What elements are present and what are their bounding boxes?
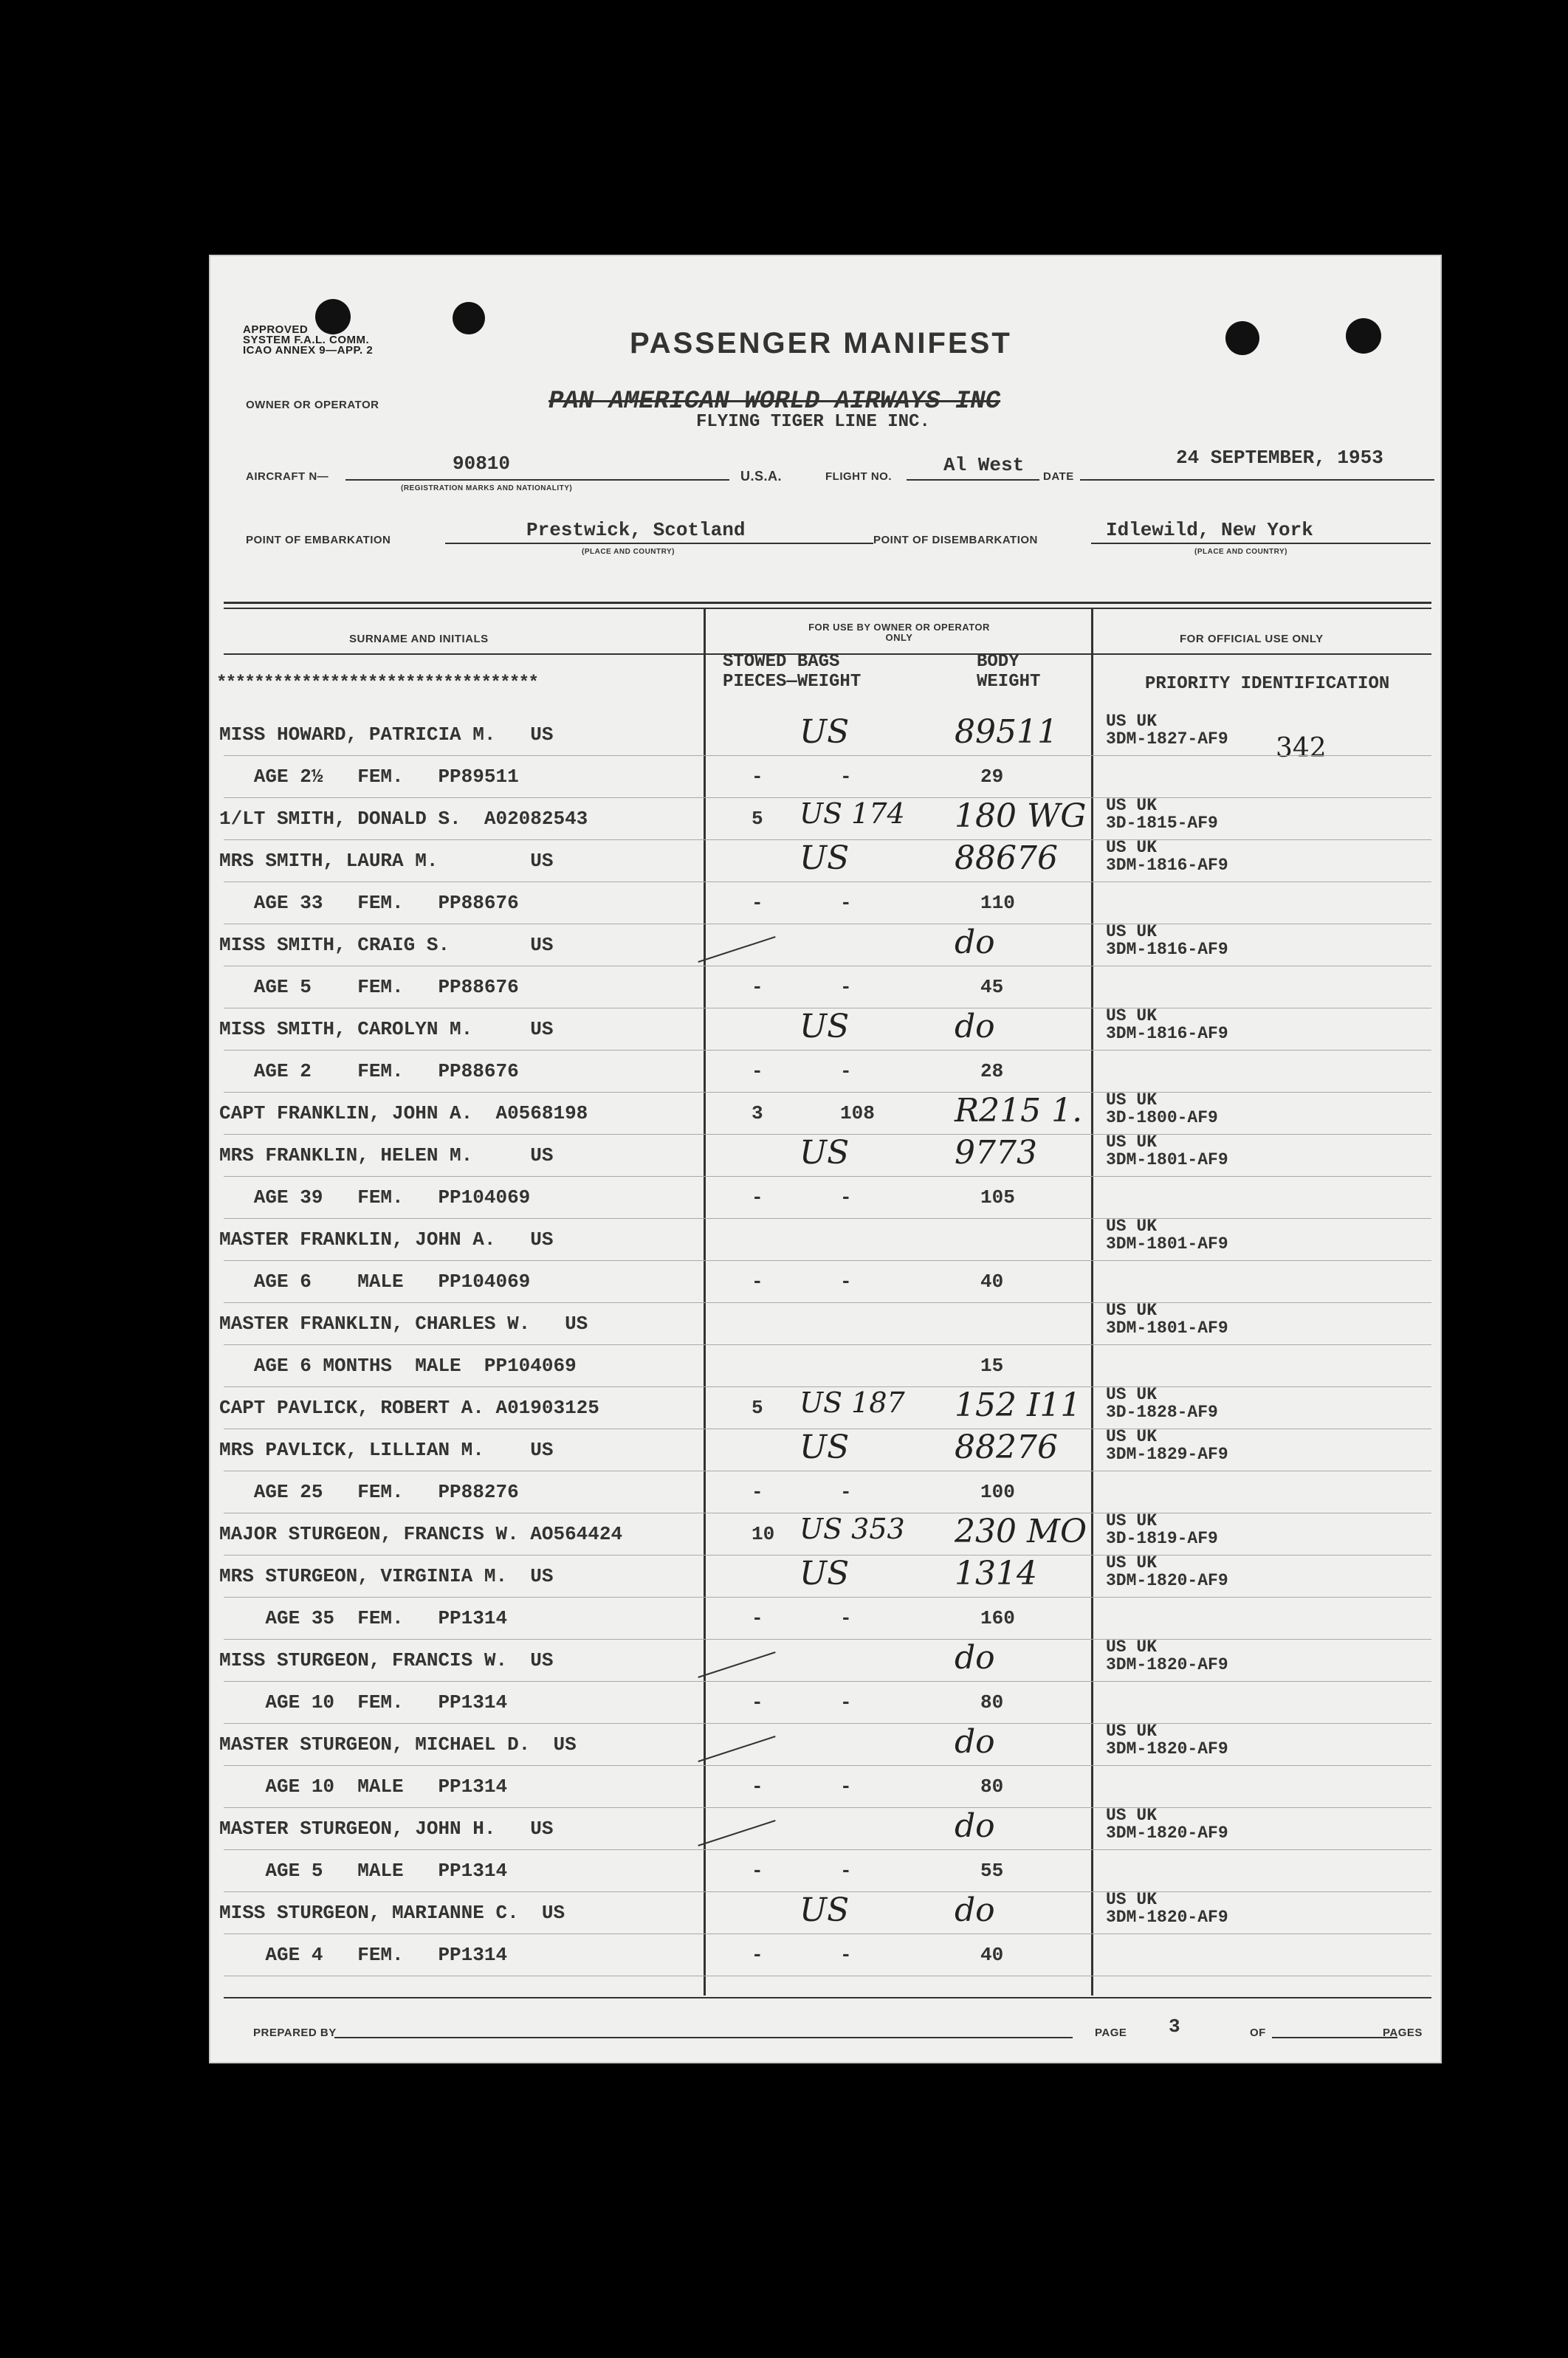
- passenger-name: AGE 39 FEM. PP104069: [219, 1186, 531, 1209]
- row-rule: [224, 1681, 1431, 1682]
- body-weight: do: [955, 1891, 995, 1929]
- document-title: PASSENGER MANIFEST: [630, 327, 1012, 360]
- manifest-row: [209, 1053, 1442, 1095]
- bag-weight: -: [840, 766, 852, 788]
- column-surname: SURNAME AND INITIALS: [349, 633, 489, 645]
- body-weight: do: [955, 1807, 995, 1845]
- bag-pieces: -: [752, 976, 763, 998]
- passenger-name: AGE 6 MALE PP104069: [219, 1271, 531, 1293]
- official-priority-id: 3D-1815-AF9: [1106, 814, 1218, 833]
- body-weight: 9773: [955, 1134, 1037, 1172]
- handwritten-check-mark: [698, 1820, 775, 1846]
- registration-note: (REGISTRATION MARKS AND NATIONALITY): [401, 484, 573, 492]
- passenger-name: AGE 5 FEM. PP88676: [219, 976, 519, 998]
- column-body: BODY: [977, 652, 1019, 672]
- date-underline: [1080, 479, 1434, 481]
- official-priority-id: 3D-1828-AF9: [1106, 1403, 1218, 1422]
- disembarkation-place-note: (PLACE AND COUNTRY): [1194, 548, 1287, 556]
- embarkation-value: Prestwick, Scotland: [526, 519, 746, 541]
- punch-hole-right-2: [1346, 318, 1381, 354]
- bag-pieces: US: [800, 713, 850, 751]
- passenger-name: AGE 2 FEM. PP88676: [219, 1060, 519, 1082]
- manifest-row: [209, 1722, 1442, 1768]
- body-weight: 152 I11: [955, 1386, 1082, 1424]
- official-country: US UK: [1106, 1890, 1158, 1909]
- body-weight: do: [955, 1008, 995, 1045]
- body-weight: 105: [980, 1186, 1015, 1209]
- row-rule: [224, 1849, 1431, 1850]
- passenger-name: MISS STURGEON, FRANCIS W. US: [219, 1649, 554, 1671]
- approval-note: [243, 325, 373, 356]
- passenger-name: MISS SMITH, CAROLYN M. US: [219, 1018, 554, 1040]
- flight-number: Al West: [943, 454, 1025, 476]
- passenger-name: AGE 10 MALE PP1314: [219, 1776, 508, 1798]
- bag-pieces: -: [752, 766, 763, 788]
- official-priority-id: 3DM-1801-AF9: [1106, 1150, 1228, 1169]
- row-rule: [224, 1050, 1431, 1051]
- column-stowed-bags: STOWED BAGS: [723, 652, 840, 672]
- official-country: US UK: [1106, 1806, 1158, 1825]
- official-country: US UK: [1106, 1090, 1158, 1110]
- manifest-row: [209, 922, 1442, 969]
- official-country: US UK: [1106, 1217, 1158, 1236]
- official-country: US UK: [1106, 1553, 1158, 1572]
- passenger-name: AGE 35 FEM. PP1314: [219, 1607, 508, 1629]
- manifest-row: [209, 1637, 1442, 1684]
- struck-operator: PAN AMERICAN WORLD AIRWAYS INC: [549, 388, 1001, 416]
- official-priority-id: 3DM-1820-AF9: [1106, 1571, 1228, 1590]
- official-country: US UK: [1106, 1006, 1158, 1025]
- bag-pieces: US: [800, 839, 850, 877]
- approval-line: SYSTEM F.A.L. COMM.: [243, 334, 370, 346]
- disembarkation-underline: [1091, 543, 1431, 544]
- handwritten-page-number: 342: [1276, 733, 1327, 763]
- manifest-sheet: [209, 255, 1442, 2063]
- passenger-name: AGE 10 FEM. PP1314: [219, 1691, 508, 1713]
- passenger-name: MRS PAVLICK, LILLIAN M. US: [219, 1439, 554, 1461]
- body-weight: 29: [980, 766, 1004, 788]
- manifest-row: [209, 1684, 1442, 1726]
- manifest-row: [209, 1427, 1442, 1474]
- bag-pieces: 3: [752, 1102, 763, 1124]
- passenger-name: MASTER FRANKLIN, JOHN A. US: [219, 1228, 554, 1251]
- bag-pieces: US: [800, 1429, 850, 1466]
- official-priority-id: 3DM-1816-AF9: [1106, 940, 1228, 959]
- body-weight: 230 MO: [955, 1513, 1087, 1550]
- official-priority-id: 3DM-1820-AF9: [1106, 1824, 1228, 1843]
- column-owner-use: FOR USE BY OWNER OR OPERATOR ONLY: [808, 622, 990, 643]
- manifest-row: [209, 1385, 1442, 1431]
- manifest-row: [209, 1600, 1442, 1642]
- body-weight: 40: [980, 1271, 1004, 1293]
- row-rule: [224, 1765, 1431, 1766]
- manifest-row: [209, 1768, 1442, 1810]
- bag-weight: -: [840, 892, 852, 914]
- official-priority-id: 3D-1800-AF9: [1106, 1108, 1218, 1127]
- table-top-rule-2: [224, 608, 1431, 609]
- body-weight: do: [955, 924, 995, 961]
- passenger-name: AGE 33 FEM. PP88676: [219, 892, 519, 914]
- body-weight: 88676: [955, 839, 1058, 877]
- body-weight: 100: [980, 1481, 1015, 1503]
- official-country: US UK: [1106, 1301, 1158, 1320]
- pages-label: PAGES: [1383, 2027, 1423, 2039]
- manifest-row: [209, 1852, 1442, 1894]
- official-priority-id: 3D-1819-AF9: [1106, 1529, 1218, 1548]
- embarkation-underline: [445, 543, 873, 544]
- manifest-row: [209, 1936, 1442, 1979]
- bag-weight: US 174: [800, 797, 905, 830]
- passenger-name: MAJOR STURGEON, FRANCIS W. AO564424: [219, 1523, 623, 1545]
- passenger-name: MISS SMITH, CRAIG S. US: [219, 934, 554, 956]
- bag-weight: -: [840, 1481, 852, 1503]
- manifest-row: [209, 1890, 1442, 1936]
- official-country: US UK: [1106, 1637, 1158, 1657]
- bag-pieces: US: [800, 1891, 850, 1929]
- table-top-rule: [224, 602, 1431, 604]
- bag-weight: -: [840, 1691, 852, 1713]
- row-rule: [224, 1092, 1431, 1093]
- disembarkation-value: Idlewild, New York: [1106, 519, 1313, 541]
- punch-hole-left-2: [453, 302, 485, 334]
- manifest-row: [209, 1806, 1442, 1852]
- manifest-row: [209, 1263, 1442, 1305]
- bag-weight: -: [840, 1060, 852, 1082]
- bag-pieces: 10: [752, 1523, 775, 1545]
- official-priority-id: 3DM-1829-AF9: [1106, 1445, 1228, 1464]
- handwritten-check-mark: [698, 1736, 775, 1762]
- row-rule: [224, 1176, 1431, 1177]
- official-priority-id: 3DM-1801-AF9: [1106, 1319, 1228, 1338]
- manifest-row: [209, 1217, 1442, 1263]
- footer-rule: [224, 1997, 1431, 1998]
- body-weight: 15: [980, 1355, 1004, 1377]
- of-underline: [1272, 2037, 1397, 2038]
- row-rule: [224, 1260, 1431, 1261]
- passenger-name: AGE 4 FEM. PP1314: [219, 1944, 508, 1966]
- manifest-row: [209, 796, 1442, 842]
- bag-pieces: -: [752, 892, 763, 914]
- aircraft-number: 90810: [453, 453, 511, 475]
- operator-name: FLYING TIGER LINE INC.: [696, 412, 930, 432]
- prepared-label: PREPARED BY: [253, 2027, 337, 2039]
- official-country: US UK: [1106, 922, 1158, 941]
- body-weight: 40: [980, 1944, 1004, 1966]
- bag-pieces: -: [752, 1860, 763, 1882]
- column-weight: WEIGHT: [977, 672, 1041, 692]
- body-weight: 89511: [955, 713, 1058, 751]
- bag-pieces: -: [752, 1607, 763, 1629]
- body-weight: 80: [980, 1776, 1004, 1798]
- row-rule: [224, 1302, 1431, 1303]
- official-priority-id: 3DM-1827-AF9: [1106, 729, 1228, 749]
- bag-weight: -: [840, 1186, 852, 1209]
- manifest-row: [209, 1132, 1442, 1179]
- manifest-row: [209, 1347, 1442, 1389]
- manifest-row: [209, 1301, 1442, 1347]
- bag-weight: 108: [840, 1102, 875, 1124]
- bag-pieces: 5: [752, 1397, 763, 1419]
- bag-weight: -: [840, 1860, 852, 1882]
- bag-weight: -: [840, 1271, 852, 1293]
- manifest-row: [209, 884, 1442, 927]
- passenger-name: CAPT FRANKLIN, JOHN A. A0568198: [219, 1102, 588, 1124]
- body-weight: do: [955, 1639, 995, 1677]
- embarkation-place-note: (PLACE AND COUNTRY): [582, 548, 675, 556]
- bag-weight: US 187: [800, 1386, 905, 1419]
- passenger-name: AGE 6 MONTHS MALE PP104069: [219, 1355, 577, 1377]
- body-weight: 110: [980, 892, 1015, 914]
- official-priority-id: 3DM-1816-AF9: [1106, 856, 1228, 875]
- body-weight: 28: [980, 1060, 1004, 1082]
- official-priority-id: 3DM-1816-AF9: [1106, 1024, 1228, 1043]
- handwritten-check-mark: [698, 936, 775, 963]
- column-pieces-weight: PIECES—WEIGHT: [723, 672, 862, 692]
- approval-line: ICAO ANNEX 9—APP. 2: [243, 344, 374, 357]
- row-rule: [224, 1639, 1431, 1640]
- embarkation-label: POINT OF EMBARKATION: [246, 534, 391, 546]
- official-country: US UK: [1106, 838, 1158, 857]
- page-label: PAGE: [1095, 2027, 1127, 2039]
- passenger-name: MASTER STURGEON, JOHN H. US: [219, 1818, 554, 1840]
- bag-pieces: -: [752, 1271, 763, 1293]
- row-rule: [224, 1218, 1431, 1219]
- official-priority-id: 3DM-1820-AF9: [1106, 1739, 1228, 1759]
- manifest-row: [209, 838, 1442, 884]
- prepared-underline: [334, 2037, 1073, 2038]
- flight-underline: [907, 479, 1039, 481]
- passenger-name: MISS STURGEON, MARIANNE C. US: [219, 1902, 565, 1924]
- bag-weight: -: [840, 1944, 852, 1966]
- bag-pieces: -: [752, 1691, 763, 1713]
- body-weight: 45: [980, 976, 1004, 998]
- passenger-name: MRS SMITH, LAURA M. US: [219, 850, 554, 872]
- usa-label: U.S.A.: [740, 469, 783, 484]
- disembarkation-label: POINT OF DISEMBARKATION: [873, 534, 1038, 546]
- bag-pieces: 5: [752, 808, 763, 830]
- owner-label: OWNER OR OPERATOR: [246, 399, 379, 411]
- bag-weight: -: [840, 976, 852, 998]
- approval-line: APPROVED: [243, 323, 309, 336]
- bag-pieces: US: [800, 1134, 850, 1172]
- official-country: US UK: [1106, 1385, 1158, 1404]
- row-rule: [224, 881, 1431, 882]
- bag-pieces: -: [752, 1776, 763, 1798]
- flight-label: FLIGHT NO.: [825, 470, 892, 483]
- manifest-row: [209, 712, 1442, 758]
- bag-pieces: -: [752, 1481, 763, 1503]
- passenger-name: MRS FRANKLIN, HELEN M. US: [219, 1144, 554, 1166]
- passenger-name: MASTER FRANKLIN, CHARLES W. US: [219, 1313, 588, 1335]
- official-priority-id: 3DM-1820-AF9: [1106, 1908, 1228, 1927]
- passenger-name: MASTER STURGEON, MICHAEL D. US: [219, 1733, 577, 1756]
- official-country: US UK: [1106, 796, 1158, 815]
- bag-weight: US 353: [800, 1513, 905, 1545]
- body-weight: do: [955, 1723, 995, 1761]
- bag-pieces: -: [752, 1944, 763, 1966]
- manifest-row: [209, 758, 1442, 800]
- row-rule: [224, 1807, 1431, 1808]
- body-weight: 55: [980, 1860, 1004, 1882]
- passenger-name: AGE 25 FEM. PP88276: [219, 1481, 519, 1503]
- passenger-name: MRS STURGEON, VIRGINIA M. US: [219, 1565, 554, 1587]
- manifest-row: [209, 1090, 1442, 1137]
- row-rule: [224, 1723, 1431, 1724]
- bag-pieces: US: [800, 1555, 850, 1592]
- date-label: DATE: [1043, 470, 1074, 483]
- stars-rule: **********************************: [216, 673, 538, 693]
- column-priority: PRIORITY IDENTIFICATION: [1145, 674, 1390, 694]
- manifest-row: [209, 1006, 1442, 1053]
- date-value: 24 SEPTEMBER, 1953: [1176, 447, 1383, 469]
- body-weight: 88276: [955, 1429, 1058, 1466]
- body-weight: 1314: [955, 1555, 1037, 1592]
- body-weight: 80: [980, 1691, 1004, 1713]
- passenger-name: AGE 2½ FEM. PP89511: [219, 766, 519, 788]
- row-rule: [224, 1344, 1431, 1345]
- official-country: US UK: [1106, 712, 1158, 731]
- punch-hole-right: [1225, 321, 1259, 355]
- passenger-name: 1/LT SMITH, DONALD S. A02082543: [219, 808, 588, 830]
- body-weight: R215 1.: [955, 1092, 1083, 1130]
- bag-weight: -: [840, 1607, 852, 1629]
- manifest-row: [209, 1179, 1442, 1221]
- page-number: 3: [1169, 2015, 1180, 2038]
- handwritten-check-mark: [698, 1651, 775, 1678]
- of-label: OF: [1250, 2027, 1266, 2039]
- bag-pieces: -: [752, 1186, 763, 1209]
- official-priority-id: 3DM-1820-AF9: [1106, 1655, 1228, 1674]
- body-weight: 180 WG: [955, 797, 1087, 835]
- manifest-row: [209, 1553, 1442, 1600]
- official-country: US UK: [1106, 1427, 1158, 1446]
- passenger-name: CAPT PAVLICK, ROBERT A. A01903125: [219, 1397, 599, 1419]
- official-country: US UK: [1106, 1722, 1158, 1741]
- row-rule: [224, 1597, 1431, 1598]
- passenger-name: AGE 5 MALE PP1314: [219, 1860, 508, 1882]
- column-official: FOR OFFICIAL USE ONLY: [1180, 633, 1324, 645]
- manifest-row: [209, 1474, 1442, 1516]
- body-weight: 160: [980, 1607, 1015, 1629]
- official-country: US UK: [1106, 1511, 1158, 1530]
- manifest-row: [209, 1511, 1442, 1558]
- bag-pieces: -: [752, 1060, 763, 1082]
- row-rule: [224, 755, 1431, 756]
- passenger-name: MISS HOWARD, PATRICIA M. US: [219, 723, 554, 746]
- aircraft-underline: [345, 479, 729, 481]
- bag-pieces: US: [800, 1008, 850, 1045]
- aircraft-label: AIRCRAFT N—: [246, 470, 329, 483]
- official-priority-id: 3DM-1801-AF9: [1106, 1234, 1228, 1254]
- official-country: US UK: [1106, 1132, 1158, 1152]
- bag-weight: -: [840, 1776, 852, 1798]
- manifest-row: [209, 969, 1442, 1011]
